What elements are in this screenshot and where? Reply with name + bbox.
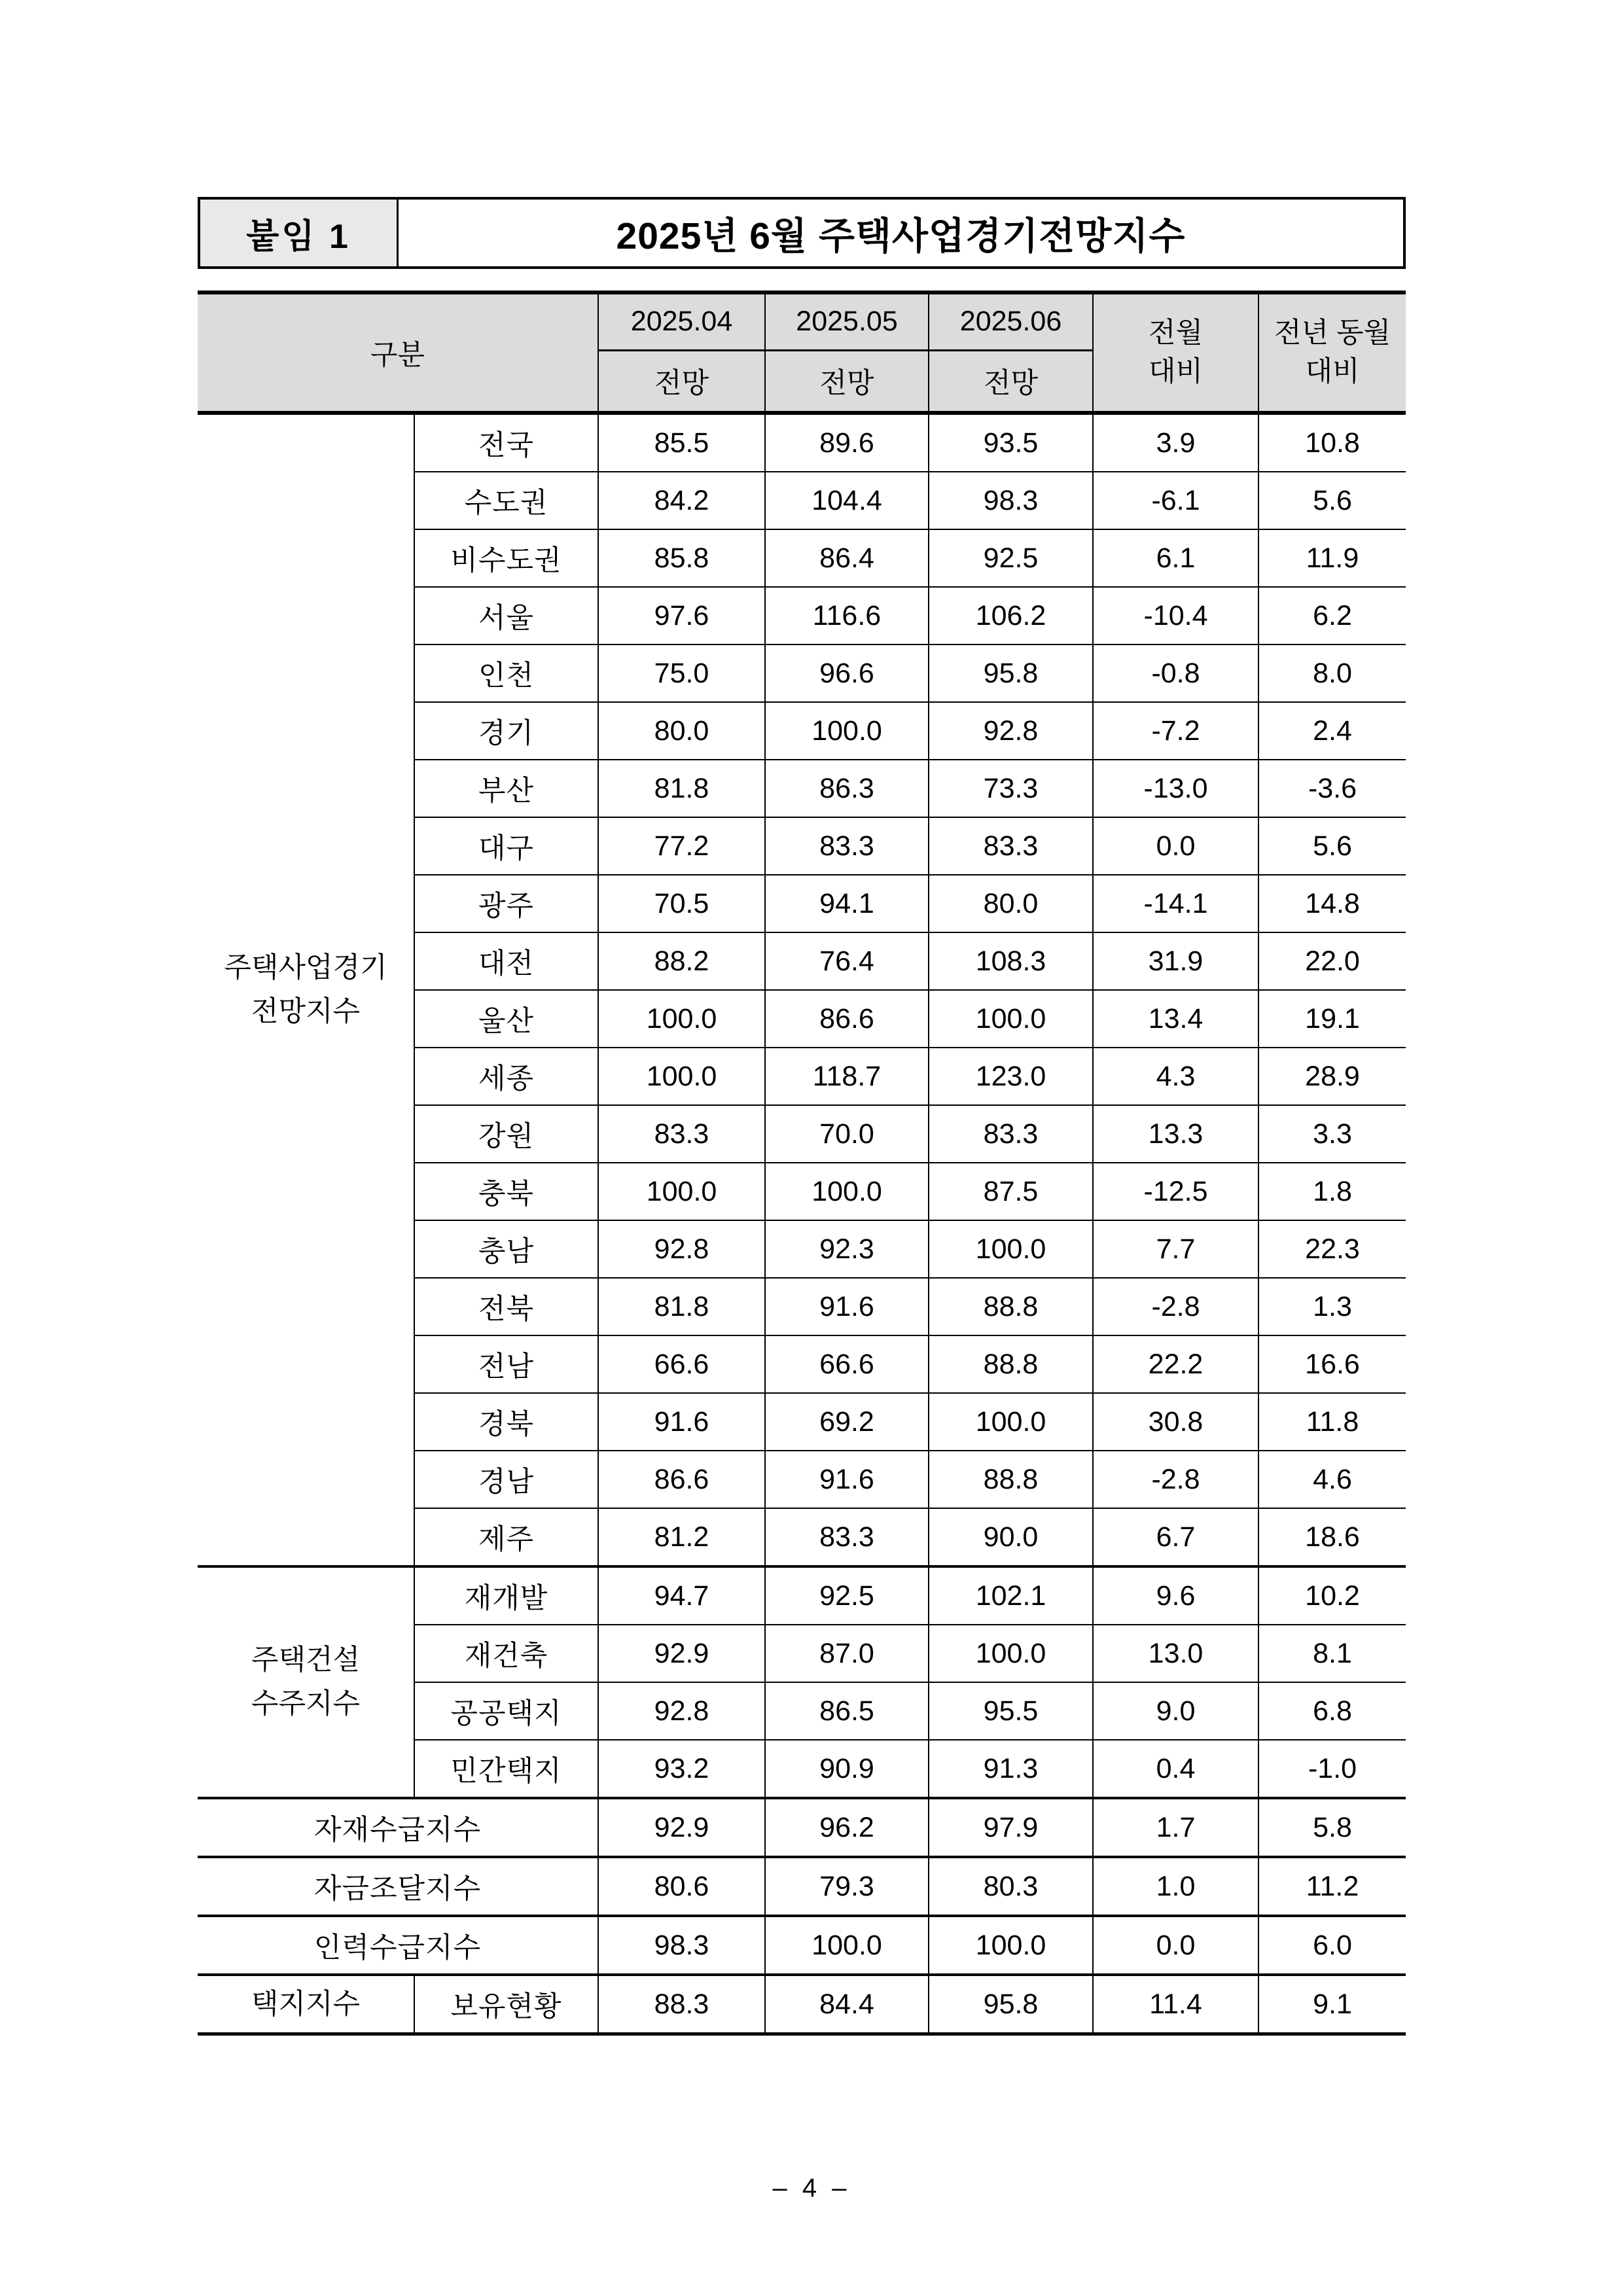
corner-header: 구분 bbox=[198, 292, 598, 413]
value-cell: 102.1 bbox=[929, 1566, 1093, 1625]
value-cell: 22.2 bbox=[1093, 1335, 1258, 1393]
mom-header-line2: 대비 bbox=[1148, 356, 1204, 387]
value-cell: 92.8 bbox=[598, 1682, 765, 1740]
value-cell: 11.4 bbox=[1093, 1975, 1258, 2034]
value-cell: 88.8 bbox=[929, 1451, 1093, 1508]
value-cell: 100.0 bbox=[929, 1916, 1093, 1975]
row-label: 전국 bbox=[414, 413, 598, 472]
value-cell: 86.5 bbox=[765, 1682, 929, 1740]
value-cell: 88.8 bbox=[929, 1278, 1093, 1335]
value-cell: 11.8 bbox=[1258, 1393, 1406, 1451]
value-cell: 81.8 bbox=[598, 760, 765, 817]
value-cell: 30.8 bbox=[1093, 1393, 1258, 1451]
value-cell: 88.2 bbox=[598, 932, 765, 990]
value-cell: 100.0 bbox=[929, 990, 1093, 1048]
value-cell: 81.2 bbox=[598, 1508, 765, 1566]
value-cell: 84.4 bbox=[765, 1975, 929, 2034]
value-cell: 5.6 bbox=[1258, 817, 1406, 875]
value-cell: 96.6 bbox=[765, 645, 929, 702]
row-label: 경기 bbox=[414, 702, 598, 760]
yoy-header bbox=[1258, 292, 1406, 413]
value-cell: 31.9 bbox=[1093, 932, 1258, 990]
value-cell: 70.5 bbox=[598, 875, 765, 932]
value-cell: 6.1 bbox=[1093, 529, 1258, 587]
mom-header bbox=[1093, 292, 1258, 413]
page-title: 2025년 6월 주택사업경기전망지수 bbox=[616, 215, 1186, 257]
value-cell: 69.2 bbox=[765, 1393, 929, 1451]
value-cell: 95.8 bbox=[929, 645, 1093, 702]
row-label: 수도권 bbox=[414, 472, 598, 529]
table-row bbox=[198, 413, 1406, 472]
row-label: 비수도권 bbox=[414, 529, 598, 587]
value-cell: 11.2 bbox=[1258, 1857, 1406, 1916]
value-cell: 88.8 bbox=[929, 1335, 1093, 1393]
value-cell: 92.9 bbox=[598, 1625, 765, 1682]
value-cell: 97.9 bbox=[929, 1798, 1093, 1857]
value-cell: 5.6 bbox=[1258, 472, 1406, 529]
value-cell: 100.0 bbox=[765, 702, 929, 760]
row-label: 공공택지 bbox=[414, 1682, 598, 1740]
value-cell: 22.0 bbox=[1258, 932, 1406, 990]
value-cell: 93.5 bbox=[929, 413, 1093, 472]
page-number: – 4 – bbox=[772, 2174, 851, 2202]
group-label: 주택건설 수주지수 bbox=[198, 1566, 414, 1798]
table-row bbox=[198, 1857, 1406, 1916]
value-cell: 4.6 bbox=[1258, 1451, 1406, 1508]
value-cell: 92.8 bbox=[598, 1220, 765, 1278]
value-cell: 10.2 bbox=[1258, 1566, 1406, 1625]
forecast-header-2: 전망 bbox=[765, 350, 929, 413]
value-cell: 92.8 bbox=[929, 702, 1093, 760]
value-cell: 3.3 bbox=[1258, 1105, 1406, 1163]
value-cell: 4.3 bbox=[1093, 1048, 1258, 1105]
row-label: 충남 bbox=[414, 1220, 598, 1278]
mom-header-line1: 전월 bbox=[1148, 317, 1204, 349]
value-cell: 6.8 bbox=[1258, 1682, 1406, 1740]
value-cell: 19.1 bbox=[1258, 990, 1406, 1048]
value-cell: 0.0 bbox=[1093, 1916, 1258, 1975]
value-cell: 86.4 bbox=[765, 529, 929, 587]
value-cell: 118.7 bbox=[765, 1048, 929, 1105]
value-cell: 79.3 bbox=[765, 1857, 929, 1916]
value-cell: 86.3 bbox=[765, 760, 929, 817]
value-cell: 14.8 bbox=[1258, 875, 1406, 932]
value-cell: 80.3 bbox=[929, 1857, 1093, 1916]
value-cell: -3.6 bbox=[1258, 760, 1406, 817]
yoy-header-line1: 전년 동월 bbox=[1274, 317, 1391, 349]
value-cell: -0.8 bbox=[1093, 645, 1258, 702]
value-cell: 66.6 bbox=[598, 1335, 765, 1393]
value-cell: 100.0 bbox=[929, 1625, 1093, 1682]
row-label: 인력수급지수 bbox=[198, 1916, 598, 1975]
value-cell: 70.0 bbox=[765, 1105, 929, 1163]
value-cell: 108.3 bbox=[929, 932, 1093, 990]
value-cell: 104.4 bbox=[765, 472, 929, 529]
value-cell: 91.3 bbox=[929, 1740, 1093, 1798]
value-cell: 77.2 bbox=[598, 817, 765, 875]
value-cell: 100.0 bbox=[765, 1916, 929, 1975]
value-cell: 89.6 bbox=[765, 413, 929, 472]
value-cell: 91.6 bbox=[598, 1393, 765, 1451]
value-cell: -2.8 bbox=[1093, 1278, 1258, 1335]
value-cell: 91.6 bbox=[765, 1278, 929, 1335]
value-cell: 7.7 bbox=[1093, 1220, 1258, 1278]
value-cell: 9.0 bbox=[1093, 1682, 1258, 1740]
value-cell: 76.4 bbox=[765, 932, 929, 990]
value-cell: 92.5 bbox=[929, 529, 1093, 587]
value-cell: -1.0 bbox=[1258, 1740, 1406, 1798]
value-cell: 0.4 bbox=[1093, 1740, 1258, 1798]
value-cell: 2.4 bbox=[1258, 702, 1406, 760]
yoy-header-line2: 대비 bbox=[1305, 356, 1360, 387]
row-label: 충북 bbox=[414, 1163, 598, 1220]
value-cell: 95.8 bbox=[929, 1975, 1093, 2034]
value-cell: 5.8 bbox=[1258, 1798, 1406, 1857]
value-cell: 66.6 bbox=[765, 1335, 929, 1393]
value-cell: 91.6 bbox=[765, 1451, 929, 1508]
table-row bbox=[198, 1798, 1406, 1857]
value-cell: 13.3 bbox=[1093, 1105, 1258, 1163]
table-row bbox=[198, 1566, 1406, 1625]
content-area bbox=[198, 197, 1406, 2036]
value-cell: 16.6 bbox=[1258, 1335, 1406, 1393]
value-cell: -10.4 bbox=[1093, 587, 1258, 645]
value-cell: 75.0 bbox=[598, 645, 765, 702]
table-row bbox=[198, 1916, 1406, 1975]
row-label: 부산 bbox=[414, 760, 598, 817]
value-cell: 83.3 bbox=[929, 817, 1093, 875]
row-label: 인천 bbox=[414, 645, 598, 702]
row-label: 전남 bbox=[414, 1335, 598, 1393]
table-row bbox=[198, 1975, 1406, 2034]
row-label: 경남 bbox=[414, 1451, 598, 1508]
row-label: 보유현황 bbox=[414, 1975, 598, 2034]
value-cell: 100.0 bbox=[929, 1220, 1093, 1278]
value-cell: -14.1 bbox=[1093, 875, 1258, 932]
value-cell: 1.0 bbox=[1093, 1857, 1258, 1916]
value-cell: 3.9 bbox=[1093, 413, 1258, 472]
value-cell: 1.7 bbox=[1093, 1798, 1258, 1857]
value-cell: 13.4 bbox=[1093, 990, 1258, 1048]
value-cell: -13.0 bbox=[1093, 760, 1258, 817]
value-cell: 22.3 bbox=[1258, 1220, 1406, 1278]
value-cell: 0.0 bbox=[1093, 817, 1258, 875]
value-cell: 106.2 bbox=[929, 587, 1093, 645]
value-cell: 88.3 bbox=[598, 1975, 765, 2034]
value-cell: 83.3 bbox=[765, 1508, 929, 1566]
month-header-1: 2025.04 bbox=[598, 292, 765, 350]
value-cell: 98.3 bbox=[929, 472, 1093, 529]
value-cell: -2.8 bbox=[1093, 1451, 1258, 1508]
value-cell: 1.8 bbox=[1258, 1163, 1406, 1220]
value-cell: -12.5 bbox=[1093, 1163, 1258, 1220]
value-cell: 9.1 bbox=[1258, 1975, 1406, 2034]
value-cell: 96.2 bbox=[765, 1798, 929, 1857]
value-cell: 100.0 bbox=[598, 990, 765, 1048]
value-cell: 100.0 bbox=[765, 1163, 929, 1220]
value-cell: 97.6 bbox=[598, 587, 765, 645]
value-cell: 6.2 bbox=[1258, 587, 1406, 645]
value-cell: 6.7 bbox=[1093, 1508, 1258, 1566]
value-cell: 28.9 bbox=[1258, 1048, 1406, 1105]
value-cell: 95.5 bbox=[929, 1682, 1093, 1740]
value-cell: 100.0 bbox=[598, 1163, 765, 1220]
row-label: 강원 bbox=[414, 1105, 598, 1163]
value-cell: 84.2 bbox=[598, 472, 765, 529]
attachment-tag: 붙임 1 bbox=[200, 200, 399, 266]
value-cell: 13.0 bbox=[1093, 1625, 1258, 1682]
value-cell: 94.1 bbox=[765, 875, 929, 932]
value-cell: 18.6 bbox=[1258, 1508, 1406, 1566]
value-cell: 81.8 bbox=[598, 1278, 765, 1335]
value-cell: 6.0 bbox=[1258, 1916, 1406, 1975]
value-cell: 83.3 bbox=[598, 1105, 765, 1163]
value-cell: 80.6 bbox=[598, 1857, 765, 1916]
row-label: 대구 bbox=[414, 817, 598, 875]
value-cell: 86.6 bbox=[598, 1451, 765, 1508]
row-label: 서울 bbox=[414, 587, 598, 645]
value-cell: 116.6 bbox=[765, 587, 929, 645]
forecast-header-3: 전망 bbox=[929, 350, 1093, 413]
value-cell: 80.0 bbox=[598, 702, 765, 760]
table-body bbox=[198, 413, 1406, 2034]
row-label: 울산 bbox=[414, 990, 598, 1048]
value-cell: 87.0 bbox=[765, 1625, 929, 1682]
row-label: 광주 bbox=[414, 875, 598, 932]
row-label: 전북 bbox=[414, 1278, 598, 1335]
row-label: 재건축 bbox=[414, 1625, 598, 1682]
table-header bbox=[198, 292, 1406, 413]
value-cell: 86.6 bbox=[765, 990, 929, 1048]
value-cell: 8.1 bbox=[1258, 1625, 1406, 1682]
month-header-3: 2025.06 bbox=[929, 292, 1093, 350]
value-cell: 94.7 bbox=[598, 1566, 765, 1625]
value-cell: -7.2 bbox=[1093, 702, 1258, 760]
value-cell: 100.0 bbox=[929, 1393, 1093, 1451]
value-cell: 85.8 bbox=[598, 529, 765, 587]
row-label: 세종 bbox=[414, 1048, 598, 1105]
value-cell: 90.9 bbox=[765, 1740, 929, 1798]
value-cell: 92.5 bbox=[765, 1566, 929, 1625]
value-cell: 11.9 bbox=[1258, 529, 1406, 587]
value-cell: 93.2 bbox=[598, 1740, 765, 1798]
index-table bbox=[198, 291, 1406, 2036]
value-cell: 80.0 bbox=[929, 875, 1093, 932]
value-cell: 123.0 bbox=[929, 1048, 1093, 1105]
month-header-2: 2025.05 bbox=[765, 292, 929, 350]
group-label: 택지지수 bbox=[198, 1975, 414, 2034]
row-label: 자금조달지수 bbox=[198, 1857, 598, 1916]
row-label: 자재수급지수 bbox=[198, 1798, 598, 1857]
value-cell: -6.1 bbox=[1093, 472, 1258, 529]
value-cell: 92.3 bbox=[765, 1220, 929, 1278]
forecast-header-1: 전망 bbox=[598, 350, 765, 413]
row-label: 대전 bbox=[414, 932, 598, 990]
value-cell: 90.0 bbox=[929, 1508, 1093, 1566]
attachment-header bbox=[198, 197, 1406, 269]
group-label: 주택사업경기 전망지수 bbox=[198, 413, 414, 1566]
value-cell: 73.3 bbox=[929, 760, 1093, 817]
value-cell: 8.0 bbox=[1258, 645, 1406, 702]
value-cell: 100.0 bbox=[598, 1048, 765, 1105]
row-label: 제주 bbox=[414, 1508, 598, 1566]
value-cell: 92.9 bbox=[598, 1798, 765, 1857]
value-cell: 98.3 bbox=[598, 1916, 765, 1975]
value-cell: 10.8 bbox=[1258, 413, 1406, 472]
value-cell: 1.3 bbox=[1258, 1278, 1406, 1335]
row-label: 재개발 bbox=[414, 1566, 598, 1625]
row-label: 경북 bbox=[414, 1393, 598, 1451]
value-cell: 87.5 bbox=[929, 1163, 1093, 1220]
row-label: 민간택지 bbox=[414, 1740, 598, 1798]
value-cell: 9.6 bbox=[1093, 1566, 1258, 1625]
value-cell: 85.5 bbox=[598, 413, 765, 472]
value-cell: 83.3 bbox=[929, 1105, 1093, 1163]
value-cell: 83.3 bbox=[765, 817, 929, 875]
